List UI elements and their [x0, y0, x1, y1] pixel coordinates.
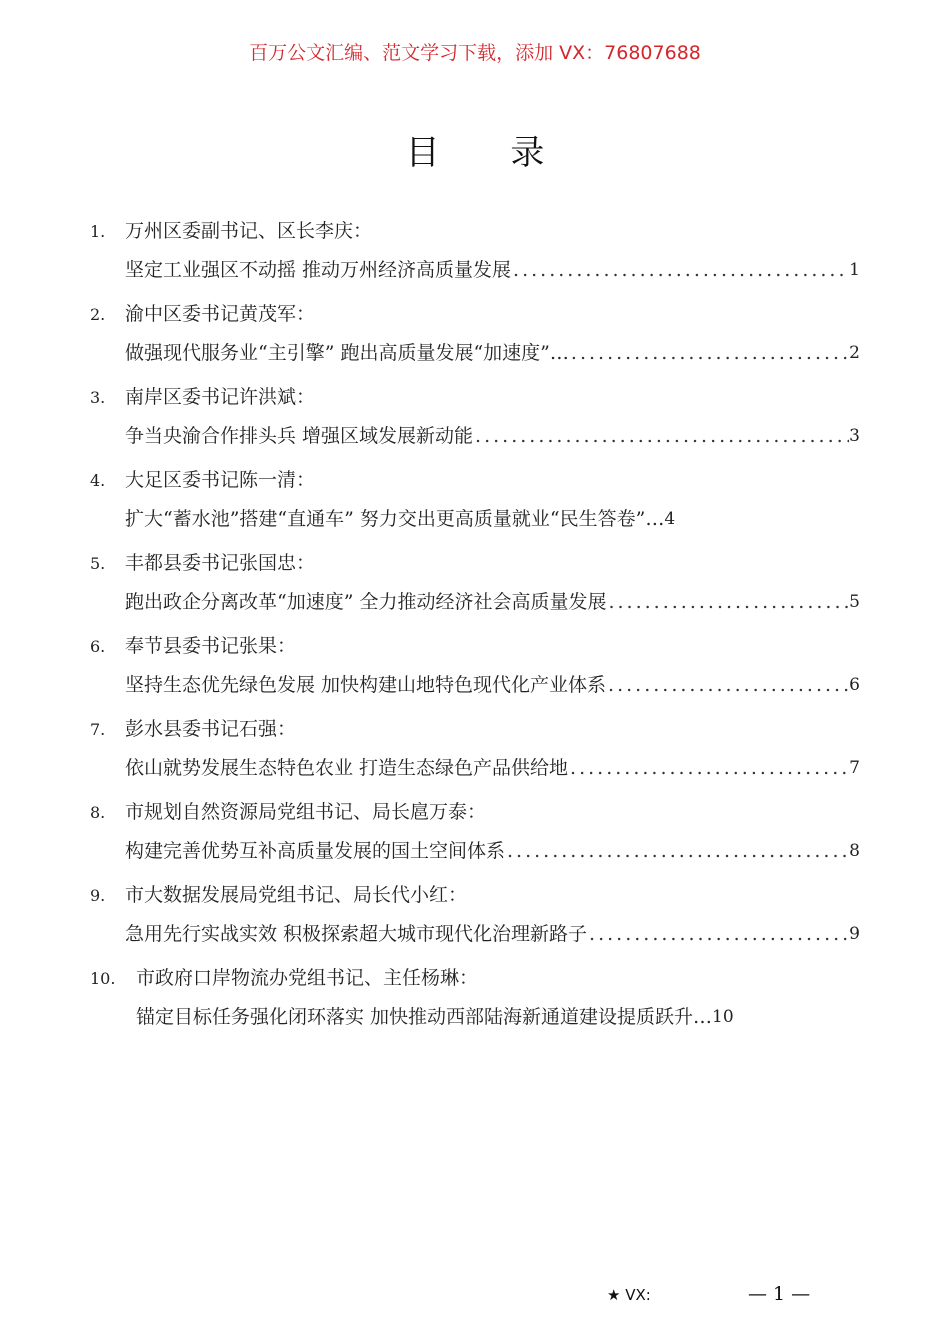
toc-entry-number: 6. — [90, 637, 106, 656]
toc-entry-number: 5. — [90, 554, 106, 573]
toc-entry-number: 2. — [90, 305, 106, 324]
toc-entry-number: 1. — [90, 222, 106, 241]
toc-entry-page: 7 — [849, 758, 860, 778]
toc-entry-line — [125, 916, 860, 952]
toc-entry-page: 6 — [849, 675, 860, 695]
toc-entry[interactable] — [90, 795, 860, 878]
toc-entry-line — [125, 750, 860, 786]
footer-page-number: — 1 — — [748, 1283, 811, 1305]
toc-entry-author: 市规划自然资源局党组书记、局长扈万泰： — [125, 801, 487, 823]
toc-entry-page: 3 — [849, 426, 860, 446]
toc-entry-line — [125, 584, 860, 620]
watermark-header: 百万公文汇编、范文学习下载，添加 VX：76807688 — [249, 42, 701, 64]
toc-entry-author: 彭水县委书记石强： — [125, 718, 297, 740]
toc-entry-head — [90, 546, 315, 580]
toc-entry[interactable] — [90, 712, 860, 795]
toc-entry-author: 大足区委书记陈一清： — [125, 469, 316, 491]
toc-entry[interactable] — [90, 546, 860, 629]
dot-leader — [473, 418, 849, 454]
toc-entry-page: 10 — [712, 1007, 734, 1027]
toc-entry-number: 3. — [90, 388, 106, 407]
toc-entry-number: 8. — [90, 803, 106, 822]
toc-entry-author: 万州区委副书记、区长李庆： — [125, 220, 373, 242]
toc-entry-page: 2 — [849, 343, 860, 363]
page-title: 目 录 — [405, 133, 575, 173]
toc-entry-author: 奉节县委书记张果： — [125, 635, 297, 657]
toc-entry-line — [125, 335, 860, 371]
toc-entry-head — [90, 297, 315, 331]
toc-entry[interactable] — [90, 463, 860, 546]
dot-leader — [511, 252, 849, 288]
toc-entry-author: 南岸区委书记许洪斌： — [125, 386, 316, 408]
dot-leader — [606, 667, 849, 703]
toc-entry-title: 争当央渝合作排头兵 增强区域发展新动能 — [125, 425, 474, 447]
toc-entry-line — [125, 833, 860, 869]
toc-entry-title: 做强现代服务业“主引擎” 跑出高质量发展“加速度”… — [125, 342, 569, 364]
toc-entry[interactable] — [90, 214, 860, 297]
toc-entry-line — [125, 501, 860, 537]
dot-leader — [606, 584, 849, 620]
toc-entry-head — [90, 214, 372, 248]
dot-leader — [569, 335, 849, 371]
toc-entry-author: 丰都县委书记张国忠： — [125, 552, 316, 574]
toc-entry[interactable] — [90, 629, 860, 712]
toc-entry[interactable] — [90, 961, 860, 1044]
toc-entry-head — [90, 961, 478, 995]
toc-entry-page: 9 — [849, 924, 860, 944]
toc-entry[interactable] — [90, 380, 860, 463]
toc-entry-number: 4. — [90, 471, 106, 490]
toc-entry-title: 坚持生态优先绿色发展 加快构建山地特色现代化产业体系 — [125, 674, 607, 696]
toc-entry-page: 8 — [849, 841, 860, 861]
toc-entry-line — [125, 667, 860, 703]
dot-leader — [568, 750, 849, 786]
toc-entry-author: 市大数据发展局党组书记、局长代小红： — [125, 884, 468, 906]
toc-entry-page: 4 — [664, 509, 676, 529]
footer-vx-label: ★ VX: — [607, 1286, 651, 1304]
toc-entry-title: 锚定目标任务强化闭环落实 加快推动西部陆海新通道建设提质跃升… — [136, 1006, 713, 1028]
toc-entry-line — [136, 999, 860, 1035]
toc-entry-page: 5 — [849, 592, 860, 612]
toc-entry-page: 1 — [849, 260, 860, 280]
toc-entry-number: 7. — [90, 720, 106, 739]
toc-entry-title: 坚定工业强区不动摇 推动万州经济高质量发展 — [125, 259, 512, 281]
toc-entry-title: 依山就势发展生态特色农业 打造生态绿色产品供给地 — [125, 757, 569, 779]
toc-entry-number: 10. — [90, 969, 116, 988]
toc-entry-head — [90, 795, 486, 829]
toc-entry-head — [90, 380, 315, 414]
toc-entry-author: 渝中区委书记黄茂军： — [125, 303, 316, 325]
toc-entry-line — [125, 252, 860, 288]
toc-entry-head — [90, 878, 467, 912]
toc-entry-head — [90, 463, 315, 497]
toc-entry-author: 市政府口岸物流办党组书记、主任杨琳： — [136, 967, 479, 989]
toc-entry-line — [125, 418, 860, 454]
table-of-contents — [90, 214, 860, 1044]
dot-leader — [505, 833, 849, 869]
toc-entry[interactable] — [90, 297, 860, 380]
toc-entry-title: 扩大“蓄水池”搭建“直通车” 努力交出更高质量就业“民生答卷”… — [125, 508, 665, 530]
toc-entry-head — [90, 712, 296, 746]
toc-entry[interactable] — [90, 878, 860, 961]
dot-leader — [587, 916, 849, 952]
toc-entry-number: 9. — [90, 886, 106, 905]
toc-entry-title: 跑出政企分离改革“加速度” 全力推动经济社会高质量发展 — [125, 591, 607, 613]
toc-entry-head — [90, 629, 296, 663]
toc-entry-title: 急用先行实战实效 积极探索超大城市现代化治理新路子 — [125, 923, 588, 945]
toc-entry-title: 构建完善优势互补高质量发展的国土空间体系 — [125, 840, 506, 862]
